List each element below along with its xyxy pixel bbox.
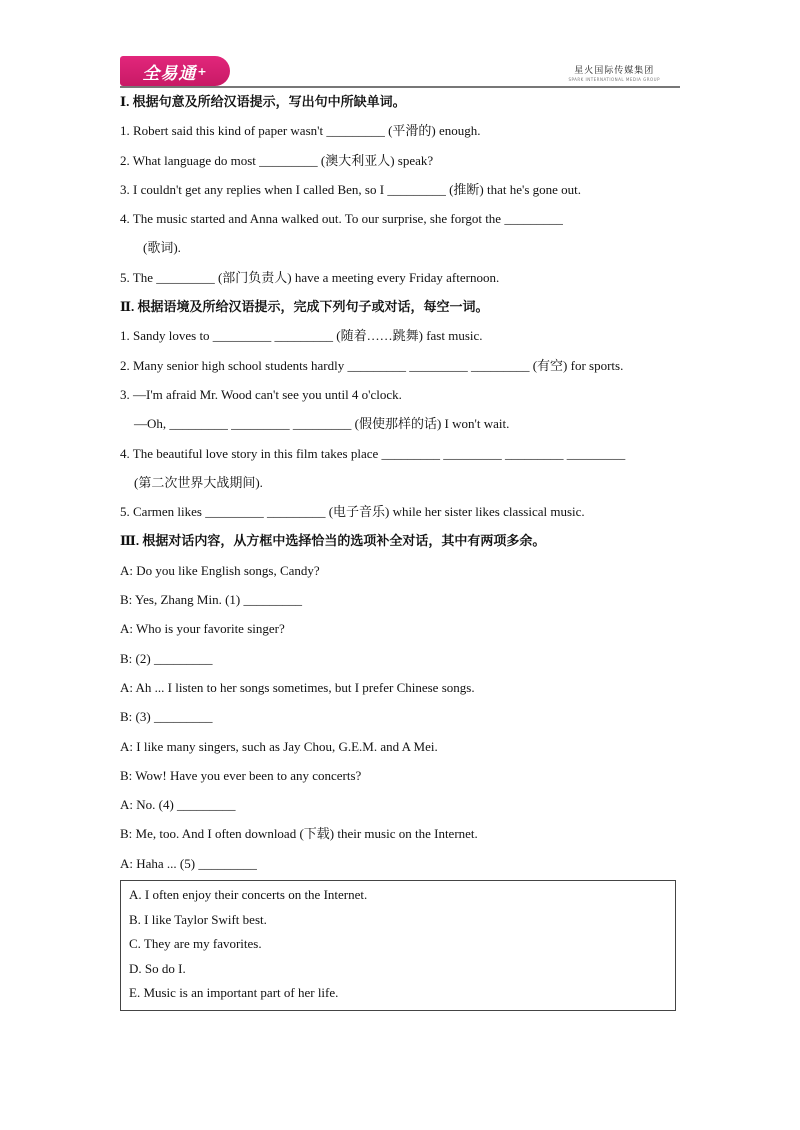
section-3-heading: Ⅲ. 根据对话内容，从方框中选择恰当的选项补全对话，其中有两项多余。 <box>120 533 546 549</box>
option-e: E. Music is an important part of her life. <box>129 985 339 1001</box>
dialogue-line: A: Who is your favorite singer? <box>120 621 285 637</box>
question-line: 1. Sandy loves to _________ _________ (随着……跳舞) fast music. <box>120 328 483 344</box>
question-line: 2. What language do most _________ (澳大利亚人) speak? <box>120 152 434 168</box>
logo-text: 全易通 <box>142 63 197 84</box>
option-c: C. They are my favorites. <box>129 936 262 952</box>
option-d: D. So do I. <box>129 960 186 976</box>
logo-plus: + <box>197 64 208 78</box>
question-line: 3. —I'm afraid Mr. Wood can't see you until 4 o'clock. <box>120 386 402 402</box>
option-b: B. I like Taylor Swift best. <box>129 911 267 927</box>
section-1-heading: Ⅰ. 根据句意及所给汉语提示，写出句中所缺单词。 <box>120 94 406 109</box>
worksheet-body <box>120 87 680 1011</box>
question-line-continuation: —Oh, _________ _________ _________ (假使那样的话) I won't wait. <box>134 416 510 432</box>
question-line: 5. The _________ (部门负责人) have a meeting every Friday afternoon. <box>120 269 500 285</box>
page-header <box>120 56 680 88</box>
question-line-continuation: (第二次世界大战期间). <box>134 474 263 490</box>
section-2-heading: Ⅱ. 根据语境及所给汉语提示，完成下列句子或对话，每空一词。 <box>120 299 489 315</box>
question-line: 1. Robert said this kind of paper wasn't _________ (平滑的) enough. <box>120 123 481 139</box>
dialogue-line: B: (2) _________ <box>120 650 213 666</box>
brand-logo <box>120 56 230 86</box>
question-line-continuation: (歌词). <box>143 240 181 256</box>
dialogue-line: B: Me, too. And I often download (下载) their music on the Internet. <box>120 826 478 842</box>
company-name-en: SPARK INTERNATIONAL MEDIA GROUP <box>568 77 660 82</box>
question-line: 4. The music started and Anna walked out. To our surprise, she forgot the _________ <box>120 211 563 227</box>
dialogue-line: A: No. (4) _________ <box>120 797 236 813</box>
dialogue-line: B: Wow! Have you ever been to any concerts? <box>120 767 362 783</box>
dialogue-line: A: Ah ... I listen to her songs sometimes, but I prefer Chinese songs. <box>120 679 475 695</box>
dialogue-line: B: (3) _________ <box>120 709 213 725</box>
option-a: A. I often enjoy their concerts on the Internet. <box>129 887 368 903</box>
question-line: 4. The beautiful love story in this film takes place _________ _________ _________ _________ <box>120 445 626 461</box>
dialogue-line: A: Do you like English songs, Candy? <box>120 562 320 578</box>
dialogue-line: A: Haha ... (5) _________ <box>120 855 257 871</box>
question-line: 5. Carmen likes _________ _________ (电子音乐) while her sister likes classical music. <box>120 504 585 520</box>
question-line: 2. Many senior high school students hardly _________ _________ _________ (有空) for sports. <box>120 357 624 373</box>
company-name <box>568 63 660 82</box>
dialogue-line: B: Yes, Zhang Min. (1) _________ <box>120 592 303 608</box>
company-name-cn: 星火国际传媒集团 <box>574 66 655 76</box>
question-line: 3. I couldn't get any replies when I called Ben, so I _________ (推断) that he's gone out. <box>120 181 582 197</box>
options-box <box>120 880 676 1011</box>
dialogue-line: A: I like many singers, such as Jay Chou, G.E.M. and A Mei. <box>120 738 438 754</box>
